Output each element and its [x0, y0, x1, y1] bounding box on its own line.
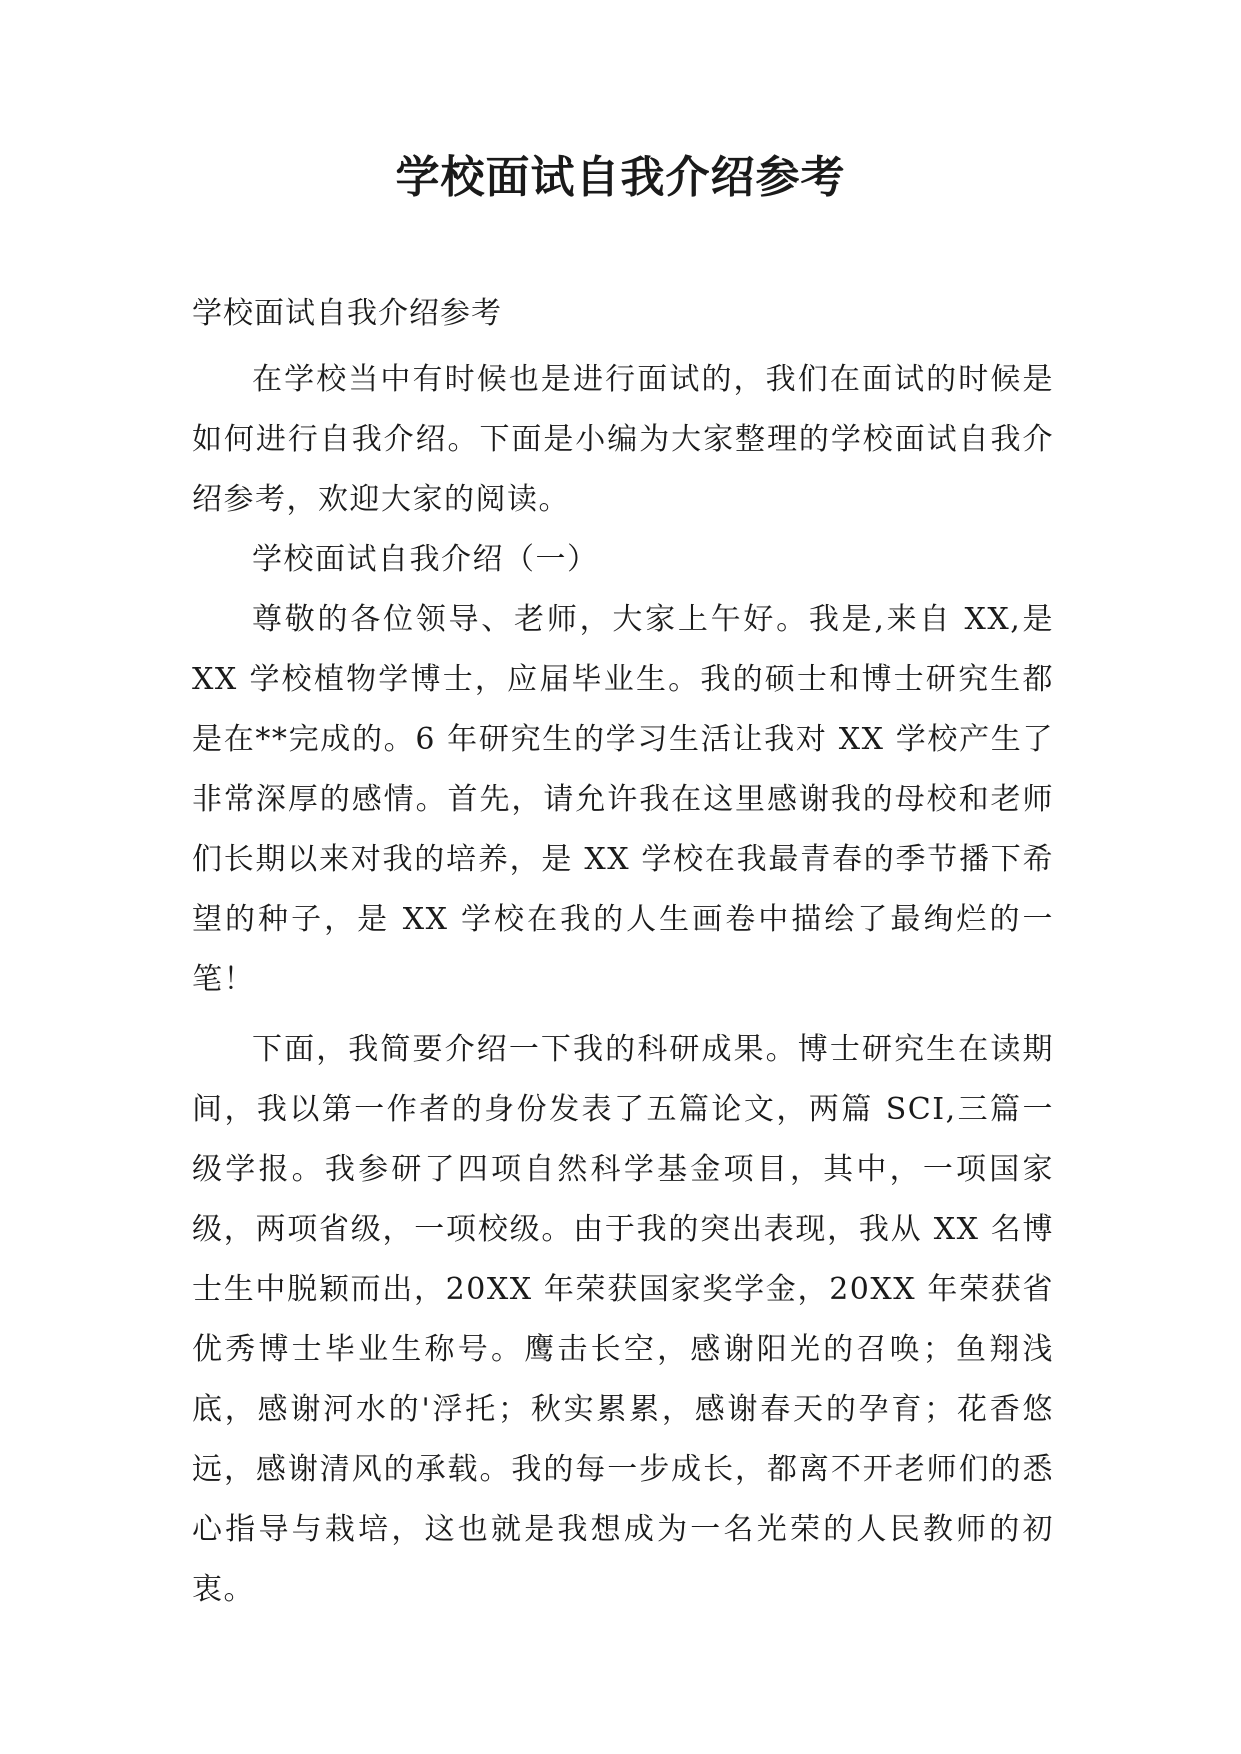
- intro-paragraph: 在学校当中有时候也是进行面试的，我们在面试的时候是如何进行自我介绍。下面是小编为大家整理的学校面试自我介绍参考，欢迎大家的阅读。: [192, 362, 1054, 517]
- body-paragraph-research: 下面，我简要介绍一下我的科研成果。博士研究生在读期间，我以第一作者的身份发表了五篇论文，两篇 SCI,三篇一级学报。我参研了四项自然科学基金项目，其中，一项国家级，两项省级，一项校级。由于我的突出表现，我从 XX 名博士生中脱颖而出，20XX 年荣获国家奖学金，20XX 年荣获省优秀博士毕业生称号。鹰击长空，感谢阳光的召唤；鱼翔浅底，感谢河水的'浮托；秋实累累，感谢春天的孕育；花香悠远，感谢清风的承载。我的每一步成长，都离不开老师们的悉心指导与栽培，这也就是我想成为一名光荣的人民教师的初衷。: [192, 1032, 1054, 1607]
- section-heading: 学校面试自我介绍（一）: [252, 542, 599, 577]
- body-paragraph-greeting: 尊敬的各位领导、老师，大家上午好。我是,来自 XX,是 XX 学校植物学博士，应届毕业生。我的硕士和博士研究生都是在**完成的。6 年研究生的学习生活让我对 XX 学校产生了非常深厚的感情。首先，请允许我在这里感谢我的母校和老师们长期以来对我的培养，是 XX 学校在我最青春的季节播下希望的种子，是 XX 学校在我的人生画卷中描绘了最绚烂的一笔！: [192, 602, 1054, 997]
- document-body: [192, 350, 1054, 1620]
- document-subtitle: 学校面试自我介绍参考: [192, 296, 502, 331]
- document-title: 学校面试自我介绍参考: [395, 152, 846, 203]
